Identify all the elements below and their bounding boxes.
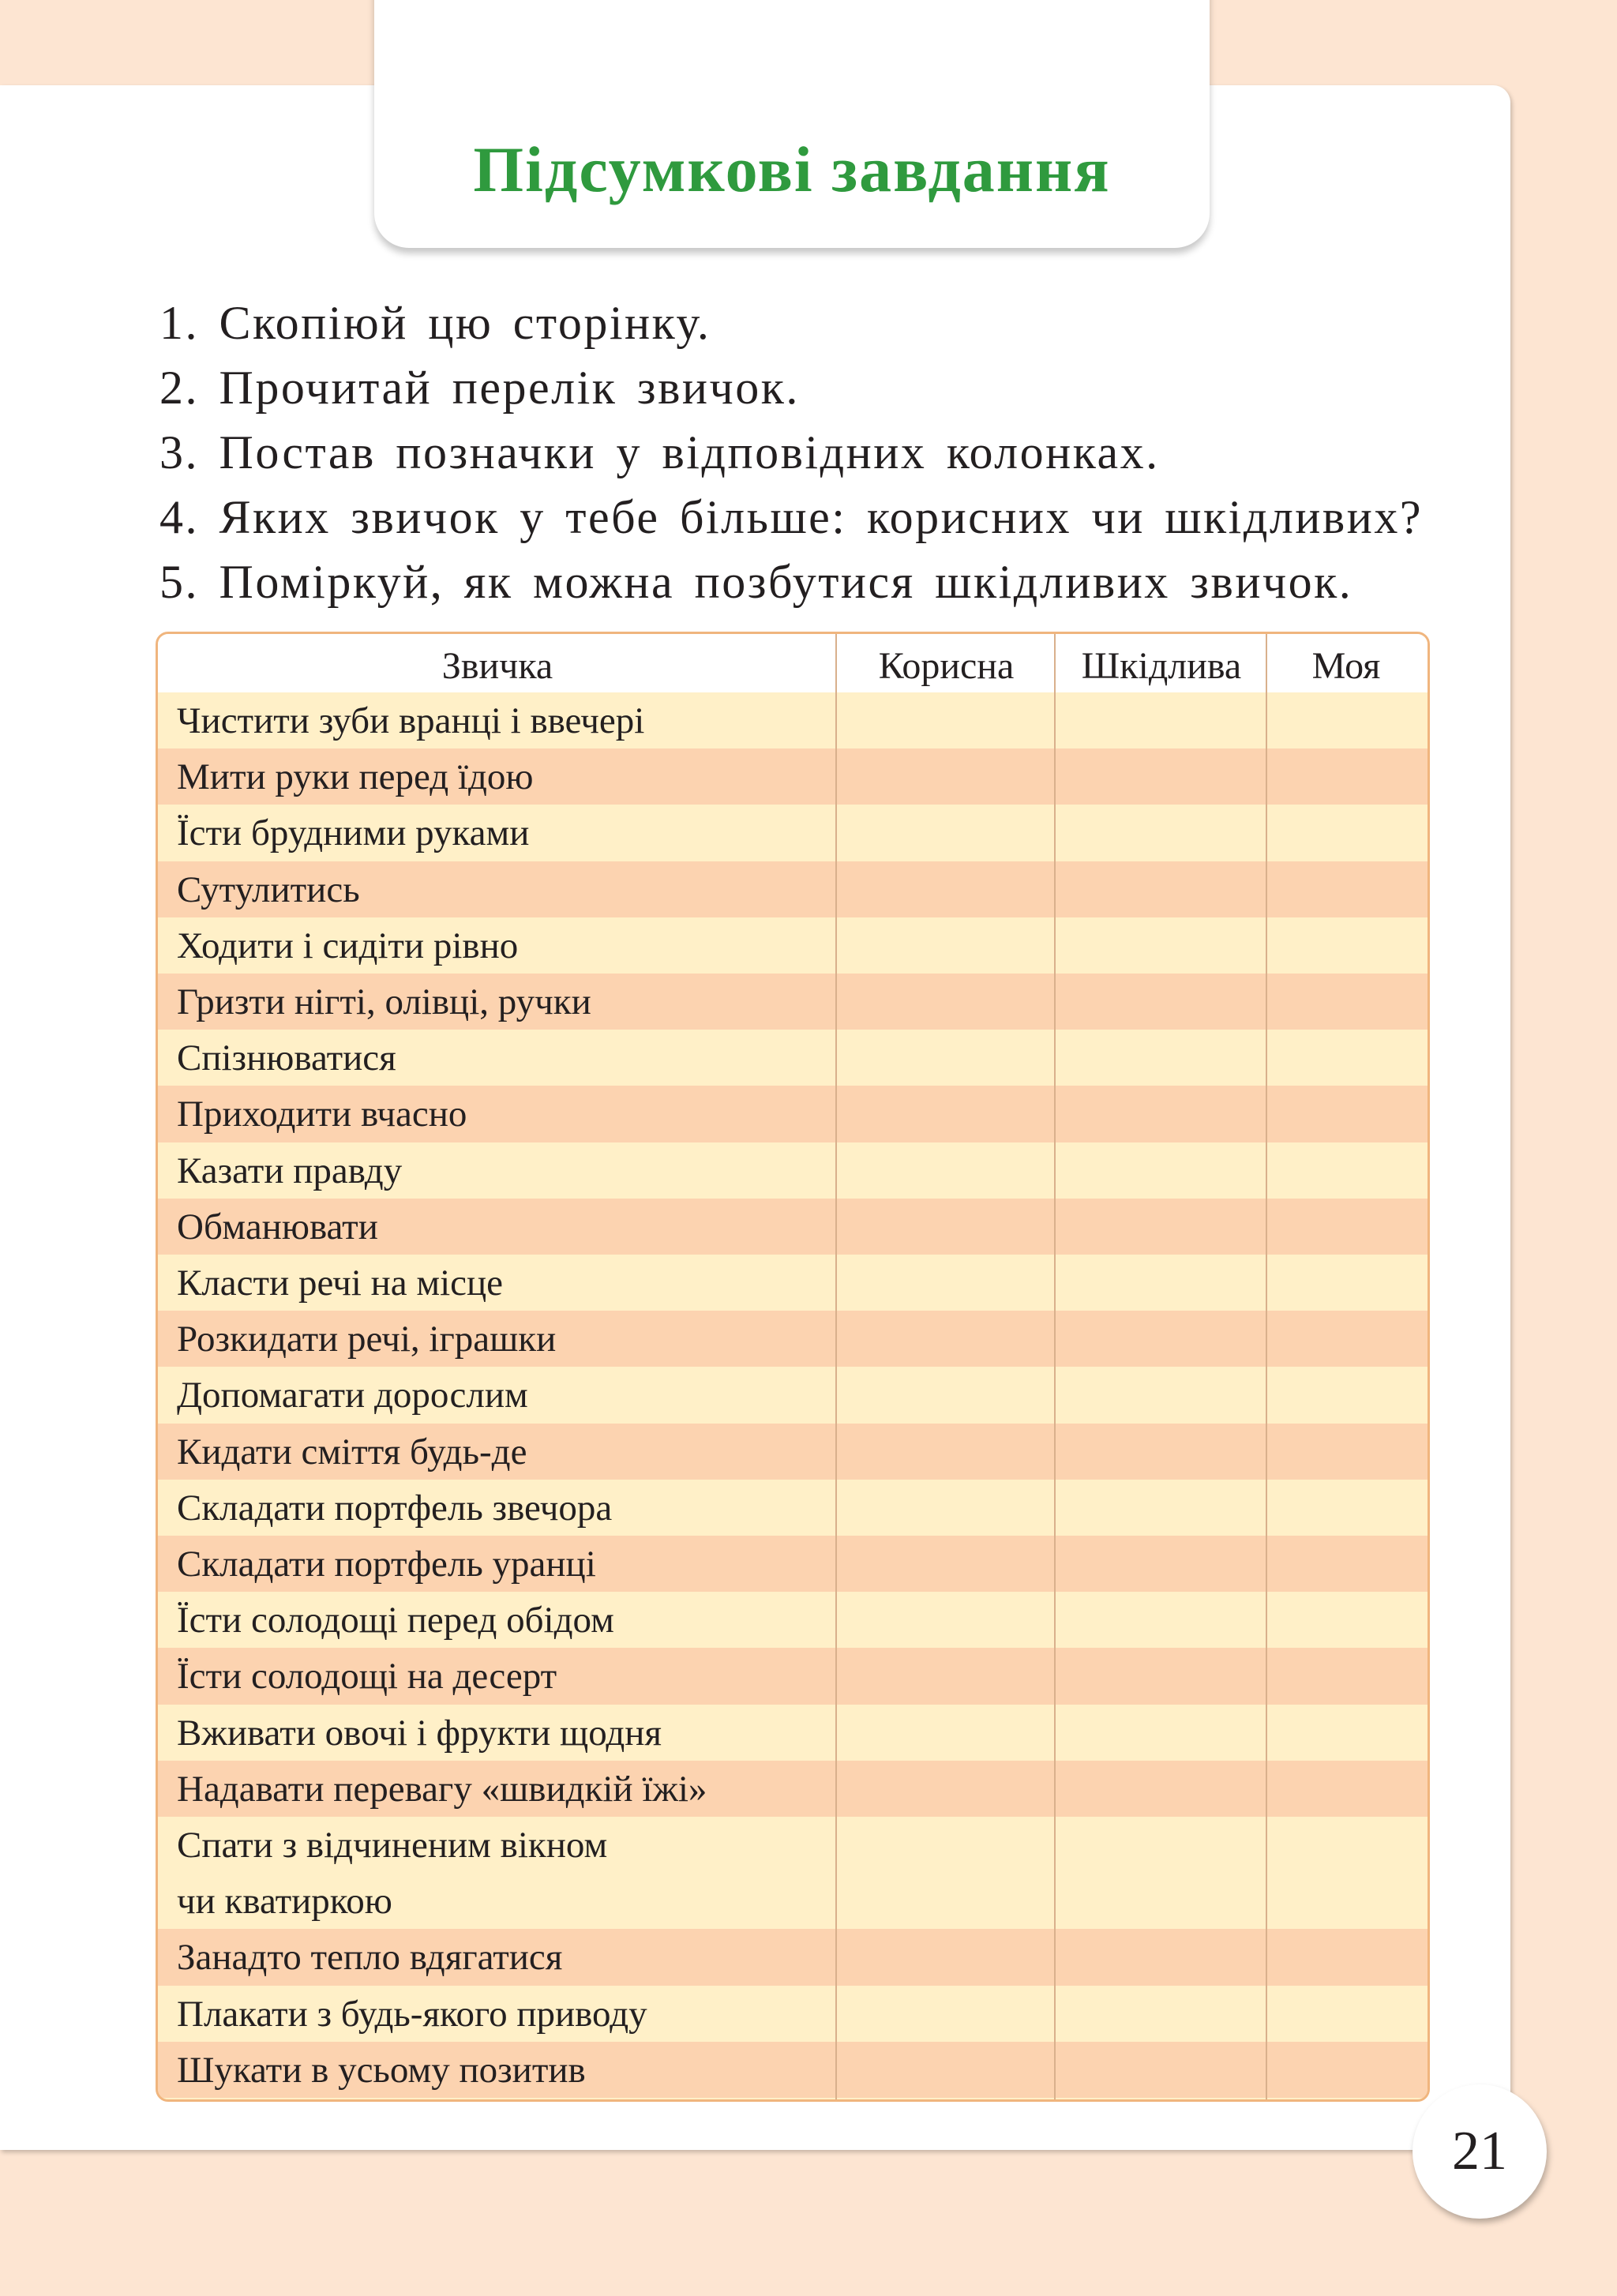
checkbox-cell-harmful[interactable]	[1056, 1648, 1266, 1704]
checkbox-cell-useful[interactable]	[837, 1929, 1054, 1985]
habit-label: Кидати сміття будь-де	[177, 1431, 527, 1473]
table-row	[158, 1086, 1428, 1142]
checkbox-cell-harmful[interactable]	[1056, 748, 1266, 805]
checkbox-cell-harmful[interactable]	[1056, 1817, 1266, 1929]
habit-label: Складати портфель уранці	[177, 1544, 596, 1585]
checkbox-cell-useful[interactable]	[837, 1648, 1054, 1704]
habit-label: Мити руки перед їдою	[177, 756, 534, 798]
page-number: 21	[1452, 2121, 1507, 2182]
checkbox-cell-useful[interactable]	[837, 2042, 1054, 2098]
checkbox-cell-useful[interactable]	[837, 1311, 1054, 1367]
habit-label: Плакати з будь-якого приводу	[177, 1993, 647, 2035]
checkbox-cell-mine[interactable]	[1267, 1367, 1428, 1423]
checkbox-cell-useful[interactable]	[837, 1030, 1054, 1086]
checkbox-cell-mine[interactable]	[1267, 805, 1428, 861]
checkbox-cell-harmful[interactable]	[1056, 1705, 1266, 1761]
habit-label: Складати портфель звечора	[177, 1487, 613, 1529]
habit-label: Їсти солодощі на десерт	[177, 1656, 557, 1698]
habit-label: Чистити зуби вранці і ввечері	[177, 700, 645, 741]
habit-label: Спізнюватися	[177, 1037, 396, 1079]
task-item: 3. Постав позначки у відповідних колонках.	[159, 426, 1160, 478]
checkbox-cell-useful[interactable]	[837, 1255, 1054, 1311]
table-row	[158, 1817, 1428, 1929]
checkbox-cell-mine[interactable]	[1267, 1424, 1428, 1480]
checkbox-cell-mine[interactable]	[1267, 1086, 1428, 1142]
table-row	[158, 1367, 1428, 1423]
checkbox-cell-mine[interactable]	[1267, 1030, 1428, 1086]
task-list	[159, 291, 1423, 614]
checkbox-cell-useful[interactable]	[837, 1086, 1054, 1142]
table-row	[158, 1480, 1428, 1536]
checkbox-cell-useful[interactable]	[837, 861, 1054, 917]
checkbox-cell-mine[interactable]	[1267, 1705, 1428, 1761]
habit-label: Приходити вчасно	[177, 1094, 467, 1135]
table-row	[158, 861, 1428, 917]
table-row	[158, 1311, 1428, 1367]
checkbox-cell-mine[interactable]	[1267, 748, 1428, 805]
checkbox-cell-mine[interactable]	[1267, 1929, 1428, 1985]
table-row	[158, 917, 1428, 974]
checkbox-cell-harmful[interactable]	[1056, 1311, 1266, 1367]
checkbox-cell-mine[interactable]	[1267, 1648, 1428, 1704]
checkbox-cell-mine[interactable]	[1267, 2042, 1428, 2098]
checkbox-cell-harmful[interactable]	[1056, 1030, 1266, 1086]
table-row	[158, 1199, 1428, 1255]
column-header-useful: Корисна	[878, 645, 1015, 687]
table-row	[158, 1986, 1428, 2042]
habit-label: Гризти нігті, олівці, ручки	[177, 981, 591, 1022]
table-row	[158, 748, 1428, 805]
title-tab	[374, 0, 1210, 248]
checkbox-cell-useful[interactable]	[837, 1817, 1054, 1929]
checkbox-cell-mine[interactable]	[1267, 1199, 1428, 1255]
table-header-row	[158, 634, 1428, 692]
task-item: 4. Яких звичок у тебе більше: корисних чи шкідливих?	[159, 491, 1423, 543]
checkbox-cell-mine[interactable]	[1267, 692, 1428, 748]
checkbox-cell-mine[interactable]	[1267, 1592, 1428, 1648]
table-row	[158, 1255, 1428, 1311]
table-row	[158, 974, 1428, 1030]
checkbox-cell-harmful[interactable]	[1056, 1086, 1266, 1142]
checkbox-cell-harmful[interactable]	[1056, 1536, 1266, 1592]
checkbox-cell-harmful[interactable]	[1056, 2042, 1266, 2098]
table-row	[158, 1536, 1428, 1592]
habit-label: Їсти брудними руками	[177, 812, 530, 854]
checkbox-cell-useful[interactable]	[837, 1199, 1054, 1255]
habits-table	[156, 632, 1430, 2102]
checkbox-cell-useful[interactable]	[837, 917, 1054, 974]
table-row	[158, 1424, 1428, 1480]
checkbox-cell-useful[interactable]	[837, 805, 1054, 861]
task-item: 2. Прочитай перелік звичок.	[159, 362, 800, 414]
checkbox-cell-mine[interactable]	[1267, 917, 1428, 974]
column-divider	[835, 634, 837, 2099]
column-header-habit: Звичка	[441, 645, 553, 687]
checkbox-cell-harmful[interactable]	[1056, 1142, 1266, 1199]
habit-label: Шукати в усьому позитив	[177, 2049, 586, 2091]
checkbox-cell-useful[interactable]	[837, 974, 1054, 1030]
habit-label: Вживати овочі і фрукти щодня	[177, 1712, 662, 1754]
table-row	[158, 692, 1428, 748]
checkbox-cell-useful[interactable]	[837, 1480, 1054, 1536]
table-row	[158, 1705, 1428, 1761]
checkbox-cell-harmful[interactable]	[1056, 1929, 1266, 1985]
checkbox-cell-harmful[interactable]	[1056, 1255, 1266, 1311]
checkbox-cell-useful[interactable]	[837, 1986, 1054, 2042]
checkbox-cell-harmful[interactable]	[1056, 917, 1266, 974]
habit-label: Сутулитись	[177, 869, 360, 910]
column-header-harmful: Шкідлива	[1081, 645, 1242, 687]
habit-label: Занадто тепло вдягатися	[177, 1937, 563, 1979]
page-number-badge	[1413, 2084, 1547, 2219]
checkbox-cell-useful[interactable]	[837, 1761, 1054, 1817]
checkbox-cell-harmful[interactable]	[1056, 861, 1266, 917]
checkbox-cell-harmful[interactable]	[1056, 1986, 1266, 2042]
checkbox-cell-mine[interactable]	[1267, 1536, 1428, 1592]
table-row	[158, 805, 1428, 861]
checkbox-cell-useful[interactable]	[837, 1705, 1054, 1761]
checkbox-cell-harmful[interactable]	[1056, 974, 1266, 1030]
habit-label: Обманювати	[177, 1206, 378, 1247]
checkbox-cell-harmful[interactable]	[1056, 1199, 1266, 1255]
table-row	[158, 2042, 1428, 2098]
habit-label: Надавати перевагу «швидкій їжі»	[177, 1768, 707, 1810]
table-row	[158, 1648, 1428, 1704]
habit-label: Казати правду	[177, 1150, 403, 1191]
checkbox-cell-harmful[interactable]	[1056, 1424, 1266, 1480]
checkbox-cell-useful[interactable]	[837, 692, 1054, 748]
checkbox-cell-harmful[interactable]	[1056, 1367, 1266, 1423]
checkbox-cell-mine[interactable]	[1267, 1311, 1428, 1367]
habit-label: Розкидати речі, іграшки	[177, 1319, 557, 1360]
checkbox-cell-mine[interactable]	[1267, 1986, 1428, 2042]
page-title: Підсумкові завдання	[473, 133, 1111, 205]
checkbox-cell-useful[interactable]	[837, 1424, 1054, 1480]
checkbox-cell-harmful[interactable]	[1056, 1761, 1266, 1817]
column-header-mine: Моя	[1311, 645, 1381, 687]
task-item: 5. Поміркуй, як можна позбутися шкідливих звичок.	[159, 556, 1353, 608]
checkbox-cell-harmful[interactable]	[1056, 692, 1266, 748]
checkbox-cell-mine[interactable]	[1267, 1761, 1428, 1817]
checkbox-cell-useful[interactable]	[837, 1142, 1054, 1199]
task-item: 1. Скопіюй цю сторінку.	[159, 297, 711, 349]
checkbox-cell-harmful[interactable]	[1056, 805, 1266, 861]
habit-label: Класти речі на місце	[177, 1262, 504, 1304]
habit-label: Ходити і сидіти рівно	[177, 925, 519, 966]
checkbox-cell-harmful[interactable]	[1056, 1592, 1266, 1648]
checkbox-cell-useful[interactable]	[837, 1592, 1054, 1648]
table-row	[158, 1929, 1428, 1985]
checkbox-cell-useful[interactable]	[837, 748, 1054, 805]
table-row	[158, 1592, 1428, 1648]
column-divider	[1054, 634, 1056, 2099]
table-row	[158, 1142, 1428, 1199]
table-row	[158, 1761, 1428, 1817]
checkbox-cell-mine[interactable]	[1267, 861, 1428, 917]
checkbox-cell-mine[interactable]	[1267, 1142, 1428, 1199]
habit-label: Спати з відчиненим вікном	[177, 1825, 608, 1866]
checkbox-cell-mine[interactable]	[1267, 1817, 1428, 1929]
table-row	[158, 1030, 1428, 1086]
checkbox-cell-useful[interactable]	[837, 1367, 1054, 1423]
checkbox-cell-harmful[interactable]	[1056, 1480, 1266, 1536]
checkbox-cell-mine[interactable]	[1267, 1255, 1428, 1311]
habit-label: Їсти солодощі перед обідом	[177, 1600, 614, 1641]
checkbox-cell-mine[interactable]	[1267, 1480, 1428, 1536]
habit-label: чи кватиркою	[177, 1881, 392, 1923]
habit-label: Допомагати дорослим	[177, 1375, 528, 1416]
column-divider	[1266, 634, 1267, 2099]
checkbox-cell-useful[interactable]	[837, 1536, 1054, 1592]
checkbox-cell-mine[interactable]	[1267, 974, 1428, 1030]
